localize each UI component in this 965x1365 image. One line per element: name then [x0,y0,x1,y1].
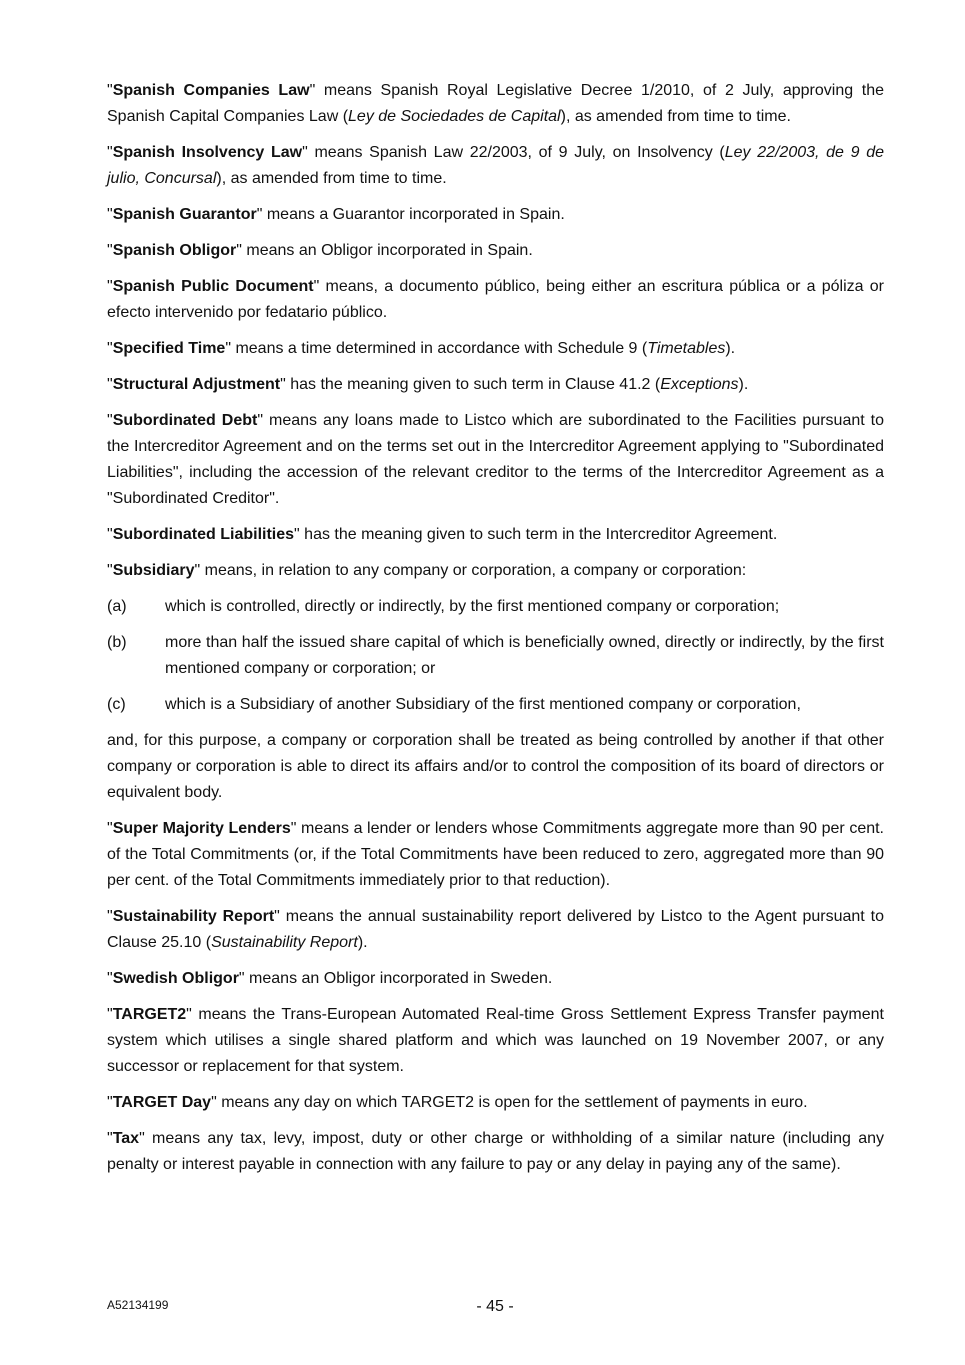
list-item-text [165,594,884,620]
defined-term: Subordinated Liabilities [112,526,295,543]
text-segment: " means, in relation to any company or corporation, a company or corporation: [194,562,747,579]
text-segment: " means a time determined in accordance with Schedule 9 ( [225,340,648,357]
text-segment: " means, a documento público, being either an escritura pública or a póliza or efecto intervenido por fedatario público. [107,278,885,321]
list-item-label: (c) [107,696,126,713]
list-item-text [165,630,884,682]
definition-paragraph [107,78,884,130]
italic-reference: Sustainability Report [211,934,358,951]
italic-reference: Ley de Sociedades de Capital [348,108,561,125]
defined-term: Spanish Insolvency Law [112,144,303,161]
italic-reference: Timetables [647,340,726,357]
text-segment: ), as amended from time to time. [560,108,791,125]
definition-paragraph [107,728,884,806]
text-segment: " [107,340,113,357]
definition-paragraph [107,202,884,228]
text-segment: " [107,412,113,429]
text-segment: ). [725,340,736,357]
list-item-label: (a) [107,598,127,615]
list-item [107,692,884,718]
document-reference: A52134199 [107,1298,169,1312]
text-segment: and, for this purpose, a company or corporation shall be treated as being controlled by another if that other company or corporation is able to direct its affairs and/or to control the composition of its board of directors or equivalent body. [107,732,884,801]
text-segment: " [107,1130,113,1147]
definition-paragraph [107,1002,884,1080]
text-segment: " has the meaning given to such term in the Intercreditor Agreement. [294,526,778,543]
list-item-text [165,692,884,718]
text-segment: " means Spanish Royal Legislative Decree 1/2010, of 2 July, approving the Spanish Capital Companies Law ( [107,82,885,125]
text-segment: which is a Subsidiary of another Subsidiary of the first mentioned company or corporation, [165,696,801,713]
defined-term: Structural Adjustment [112,376,281,393]
text-segment: " means any day on which TARGET2 is open for the settlement of payments in euro. [211,1094,808,1111]
italic-reference: Exceptions [660,376,739,393]
defined-term: Subordinated Debt [112,412,258,429]
defined-term: Spanish Obligor [112,242,237,259]
text-segment: " [107,376,113,393]
definition-paragraph [107,1090,884,1116]
defined-term: TARGET2 [112,1006,187,1023]
text-segment: " [107,1006,113,1023]
definition-paragraph [107,140,884,192]
definition-paragraph [107,274,884,326]
text-segment: " [107,820,113,837]
defined-term: Subsidiary [112,562,195,579]
list-item-label: (b) [107,634,127,651]
text-segment: ), as amended from time to time. [216,170,447,187]
defined-term: Spanish Companies Law [112,82,310,99]
text-segment: " [107,562,113,579]
list-item [107,594,884,620]
definition-paragraph [107,238,884,264]
definition-paragraph [107,372,884,398]
text-segment: " means a lender or lenders whose Commitments aggregate more than 90 per cent. of the Total Commitments (or, if the Total Commitments have been reduced to zero, aggregated more than 90 per cent. of the Total Commitments immediately prior to that reduction). [107,820,885,889]
defined-term: Specified Time [112,340,226,357]
definition-paragraph [107,1126,884,1178]
text-segment: " means an Obligor incorporated in Spain. [236,242,533,259]
text-segment: " means the Trans-European Automated Real-time Gross Settlement Express Transfer payment system which utilises a single shared platform and which was launched on 19 November 2007, or any successor or replacement for that system. [107,1006,884,1075]
text-segment: " means any tax, levy, impost, duty or other charge or withholding of a similar nature (including any penalty or interest payable in connection with any failure to pay or any delay in paying any of the same). [107,1130,884,1173]
defined-term: Super Majority Lenders [112,820,291,837]
text-segment: " means Spanish Law 22/2003, of 9 July, on Insolvency ( [302,144,725,161]
definition-paragraph [107,966,884,992]
text-segment: " [107,1094,113,1111]
text-segment: " [107,82,113,99]
text-segment: " means a Guarantor incorporated in Spain. [256,206,565,223]
text-segment: " has the meaning given to such term in Clause 41.2 ( [280,376,661,393]
text-segment: " [107,206,113,223]
defined-term: Swedish Obligor [112,970,239,987]
text-segment: " means an Obligor incorporated in Sweden. [238,970,553,987]
defined-term: Spanish Public Document [112,278,314,295]
text-segment: ). [357,934,368,951]
text-segment: " [107,144,113,161]
text-segment: " [107,908,113,925]
text-segment: " means any loans made to Listco which are subordinated to the Facilities pursuant to the Intercreditor Agreement and on the terms set out in the Intercreditor Agreement applying to "Subordinated Liabilities", including the accession of the relevant creditor to the terms of the Intercreditor Agreement as a "Subordinated Creditor". [107,412,885,507]
list-item [107,630,884,682]
definition-paragraph [107,408,884,512]
definition-paragraph [107,558,884,584]
italic-reference: Ley 22/2003, de 9 de julio, Concursal [107,144,884,187]
defined-term: Sustainability Report [112,908,275,925]
text-segment: " [107,970,113,987]
text-segment: " [107,242,113,259]
text-segment: ). [738,376,749,393]
page-number: - 45 - [476,1298,514,1315]
text-segment: " [107,526,113,543]
definition-paragraph [107,522,884,548]
defined-term: Tax [112,1130,140,1147]
defined-term: Spanish Guarantor [112,206,257,223]
text-segment: " means the annual sustainability report delivered by Listco to the Agent pursuant to Clause 25.10 ( [107,908,884,951]
text-segment: " [107,278,113,295]
definition-paragraph [107,904,884,956]
text-segment: more than half the issued share capital of which is beneficially owned, directly or indirectly, by the first mentioned company or corporation; or [165,634,884,677]
text-segment: which is controlled, directly or indirectly, by the first mentioned company or corporation; [165,598,780,615]
defined-term: TARGET Day [112,1094,212,1111]
definition-paragraph [107,336,884,362]
document-body [107,78,884,1188]
definition-paragraph [107,816,884,894]
